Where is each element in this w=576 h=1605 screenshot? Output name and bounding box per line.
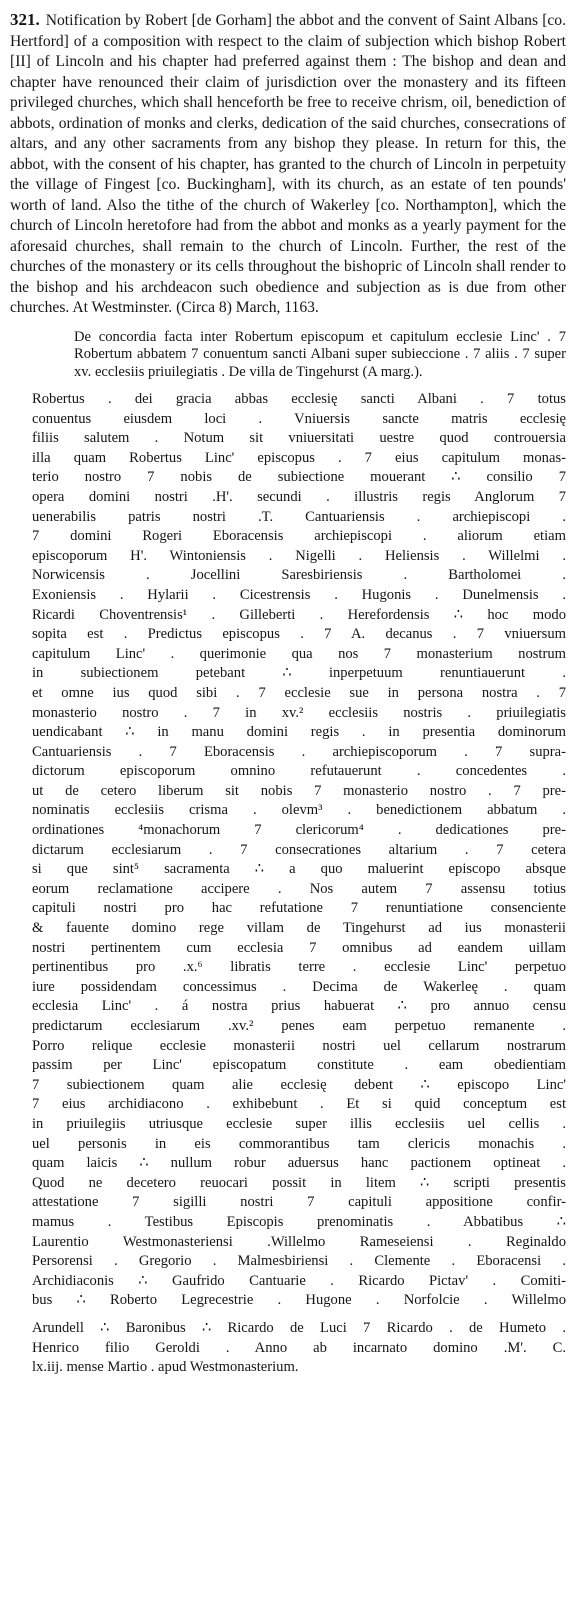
charter-line: in priuilegiis utriusque ecclesie super illis ecclesiis uel cellis . <box>32 1115 566 1132</box>
charter-line: 7 domini Rogeri Eboracensis archiepiscopi . aliorum etiam <box>32 528 566 545</box>
charter-line: Laurentio Westmonasteriensi .Willelmo Rameseiensi . Reginaldo <box>32 1233 566 1250</box>
charter-line: uendicabant ∴ in manu domini regis . in presentia dominorum <box>32 724 566 741</box>
charter-line: Persorensi . Gregorio . Malmesbiriensi . Clemente . Eboracensi . <box>32 1253 566 1270</box>
entry-number: 321. <box>10 10 40 29</box>
charter-line: nominatis ecclesiis crisma . olevm³ . benedictionem abbatum . <box>32 802 566 819</box>
charter-line: lx.iij. mense Martio . apud Westmonasterium. <box>32 1359 299 1376</box>
charter-line: attestatione 7 sigilli nostri 7 capituli appositione confir- <box>32 1194 566 1211</box>
charter-line: eorum reclamatione accipere . Nos autem 7 assensu totius <box>32 880 566 897</box>
calendar-entry <box>10 10 566 319</box>
charter-line: quam laicis ∴ nullum robur aduersus hanc pactionem optineat . <box>32 1155 566 1172</box>
charter-line: 7 subiectionem quam alie ecclesię debent ∴ episcopo Linc' <box>32 1076 566 1093</box>
charter-line: Porro relique ecclesie monasterii nostri uel cellarum nostrarum <box>32 1037 566 1054</box>
charter-line: 7 eius archidiacono . exhibebunt . Et si quid conceptum est <box>32 1096 566 1113</box>
charter-line: uenerabilis patris nostri .T. Cantuariensis . archiepiscopi . <box>32 508 566 525</box>
charter-line: terio nostro 7 nobis de subiectione mouerant ∴ consilio 7 <box>32 469 566 486</box>
charter-line: monasterio nostro . 7 in xv.² ecclesiis nostris . priuilegiatis <box>32 704 566 721</box>
charter-line: sopita est . Predictus episcopus . 7 A. decanus . 7 vniuersum <box>32 626 566 643</box>
charter-line: Exoniensis . Hylarii . Cicestrensis . Hugonis . Dunelmensis . <box>32 586 566 603</box>
charter-line: bus ∴ Roberto Legrecestrie . Hugone . Norfolcie . Willelmo <box>32 1292 566 1309</box>
charter-line: predictarum ecclesiarum .xv.² penes eam perpetuo remanente . <box>32 1018 566 1034</box>
charter-line: et omne ius quod sibi . 7 ecclesie sue in persona nostra . 7 <box>32 684 566 701</box>
charter-line: si que sint⁵ sacramenta ∴ a quo maluerint episcopo absque <box>32 861 566 878</box>
charter-line: & fauente domino rege villam de Tingehurst ad ius monasterii <box>32 920 566 937</box>
charter-line: Arundell ∴ Baronibus ∴ Ricardo de Luci 7 Ricardo . de Humeto . <box>32 1319 566 1336</box>
charter-line: Ricardi Choventrensis¹ . Gilleberti . Herefordensis ∴ hoc modo <box>32 606 566 623</box>
charter-line: mamus . Testibus Episcopis prenominatis . Abbatibus ∴ <box>32 1213 566 1230</box>
charter-line: Quod ne decetero reuocari possit in litem ∴ scripti presentis <box>32 1174 566 1191</box>
charter-line: Cantuariensis . 7 Eboracensis . archiepiscoporum . 7 supra- <box>32 743 566 760</box>
charter-line: conuentus eiusdem loci . Vniuersis sancte matris ecclesię <box>32 410 566 427</box>
latin-rubric: De concordia facta inter Robertum episcopum et capitulum ecclesie Linc' . 7 Robertum abbatem 7 conuentum sancti Albani super subieccione . 7 aliis . 7 super xv. ecclesiis priuilegiatis . De villa de Tingehurst (A marg.). <box>74 328 566 380</box>
charter-line: Norwicensis . Jocellini Saresbiriensis . Bartholomei . <box>32 567 566 584</box>
charter-line: iure possidendam concessimus . Decima de Wakerleę . quam <box>32 978 566 995</box>
charter-line: uel personis in eis commorantibus tam clericis monachis . <box>32 1135 566 1152</box>
charter-line: ordinationes ⁴monachorum 7 clericorum⁴ . dedicationes pre- <box>32 822 566 839</box>
charter-line: in subiectionem petebant ∴ inperpetuum renuntiauerunt . <box>32 665 566 682</box>
charter-line: pertinentibus pro .x.⁶ libratis terre . ecclesie Linc' perpetuo <box>32 959 566 976</box>
charter-line: episcoporum H'. Wintoniensis . Nigelli . Heliensis . Willelmi . <box>32 547 566 564</box>
charter-line: Henrico filio Geroldi . Anno ab incarnato domino .M'. C. <box>32 1339 566 1356</box>
charter-line: illa quam Robertus Linc' episcopus . 7 eius capitulum monas- <box>32 449 566 466</box>
charter-line: passim per Linc' episcopatum constitute . eam obedientiam <box>32 1057 566 1074</box>
charter-line: opera domini nostri .H'. secundi . illustris regis Anglorum 7 <box>32 488 566 505</box>
charter-line: filiis salutem . Notum sit vniuersitati uestre quod controuersia <box>32 430 566 447</box>
charter-line: nostri pertinentem cum ecclesia 7 omnibus ad eandem uillam <box>32 939 566 956</box>
charter-line: Archidiaconis ∴ Gaufrido Cantuarie . Ricardo Pictav' . Comiti- <box>32 1272 566 1289</box>
charter-line: dictarum ecclesiarum . 7 consecrationes altarium . 7 cetera <box>32 841 566 858</box>
charter-line: capituli nostri pro hac refutatione 7 renuntiatione consenciente <box>32 900 566 917</box>
charter-line: Robertus . dei gracia abbas ecclesię sancti Albani . 7 totus <box>32 391 566 407</box>
charter-line: dictorum episcoporum omnino refutauerunt . concedentes . <box>32 763 566 780</box>
entry-summary: Notification by Robert [de Gorham] the abbot and the convent of Saint Albans [co. Hertford] of a composition with respect to the claim of subjection which bishop Robert [II] of Lincoln and his chapter had preferred against them : The bishop and dean and chapter have renounced their claim of jurisdiction over the monastery and its fifteen privileged churches, which shall henceforth be free to receive chrism, oil, benediction of abbots, ordination of monks and clerks, dedication of the said churches, consecrations of altars, and any other sacraments from any bishop they please. In return for this, the abbot, with the consent of his chapter, has granted to the church of Lincoln in perpetuity the village of Fingest [co. Buckingham], with its church, as an estate of ten pounds' worth of land. Also the tithe of the church of Wakerley [co. Northampton], which the church of Lincoln heretofore had from the abbot and monks as a yearly payment for the aforesaid churches, shall remain to the church of Lincoln. Further, the rest of the churches of the monastery or its cells throughout the bishopric of Lincoln shall render to the bishop and his archdeacon such obedience and subjection as is due from other churches. At Westminster. (Circa 8) March, 1163. <box>10 12 566 316</box>
charter-line: capitulum Linc' . querimonie qua nos 7 monasterium nostrum <box>32 645 566 662</box>
charter-text <box>32 390 566 1378</box>
charter-line: ecclesia Linc' . á nostra prius habuerat ∴ pro annuo censu <box>32 998 566 1015</box>
charter-line: ut de cetero liberum sit nobis 7 monasterio nostro . 7 pre- <box>32 782 566 799</box>
